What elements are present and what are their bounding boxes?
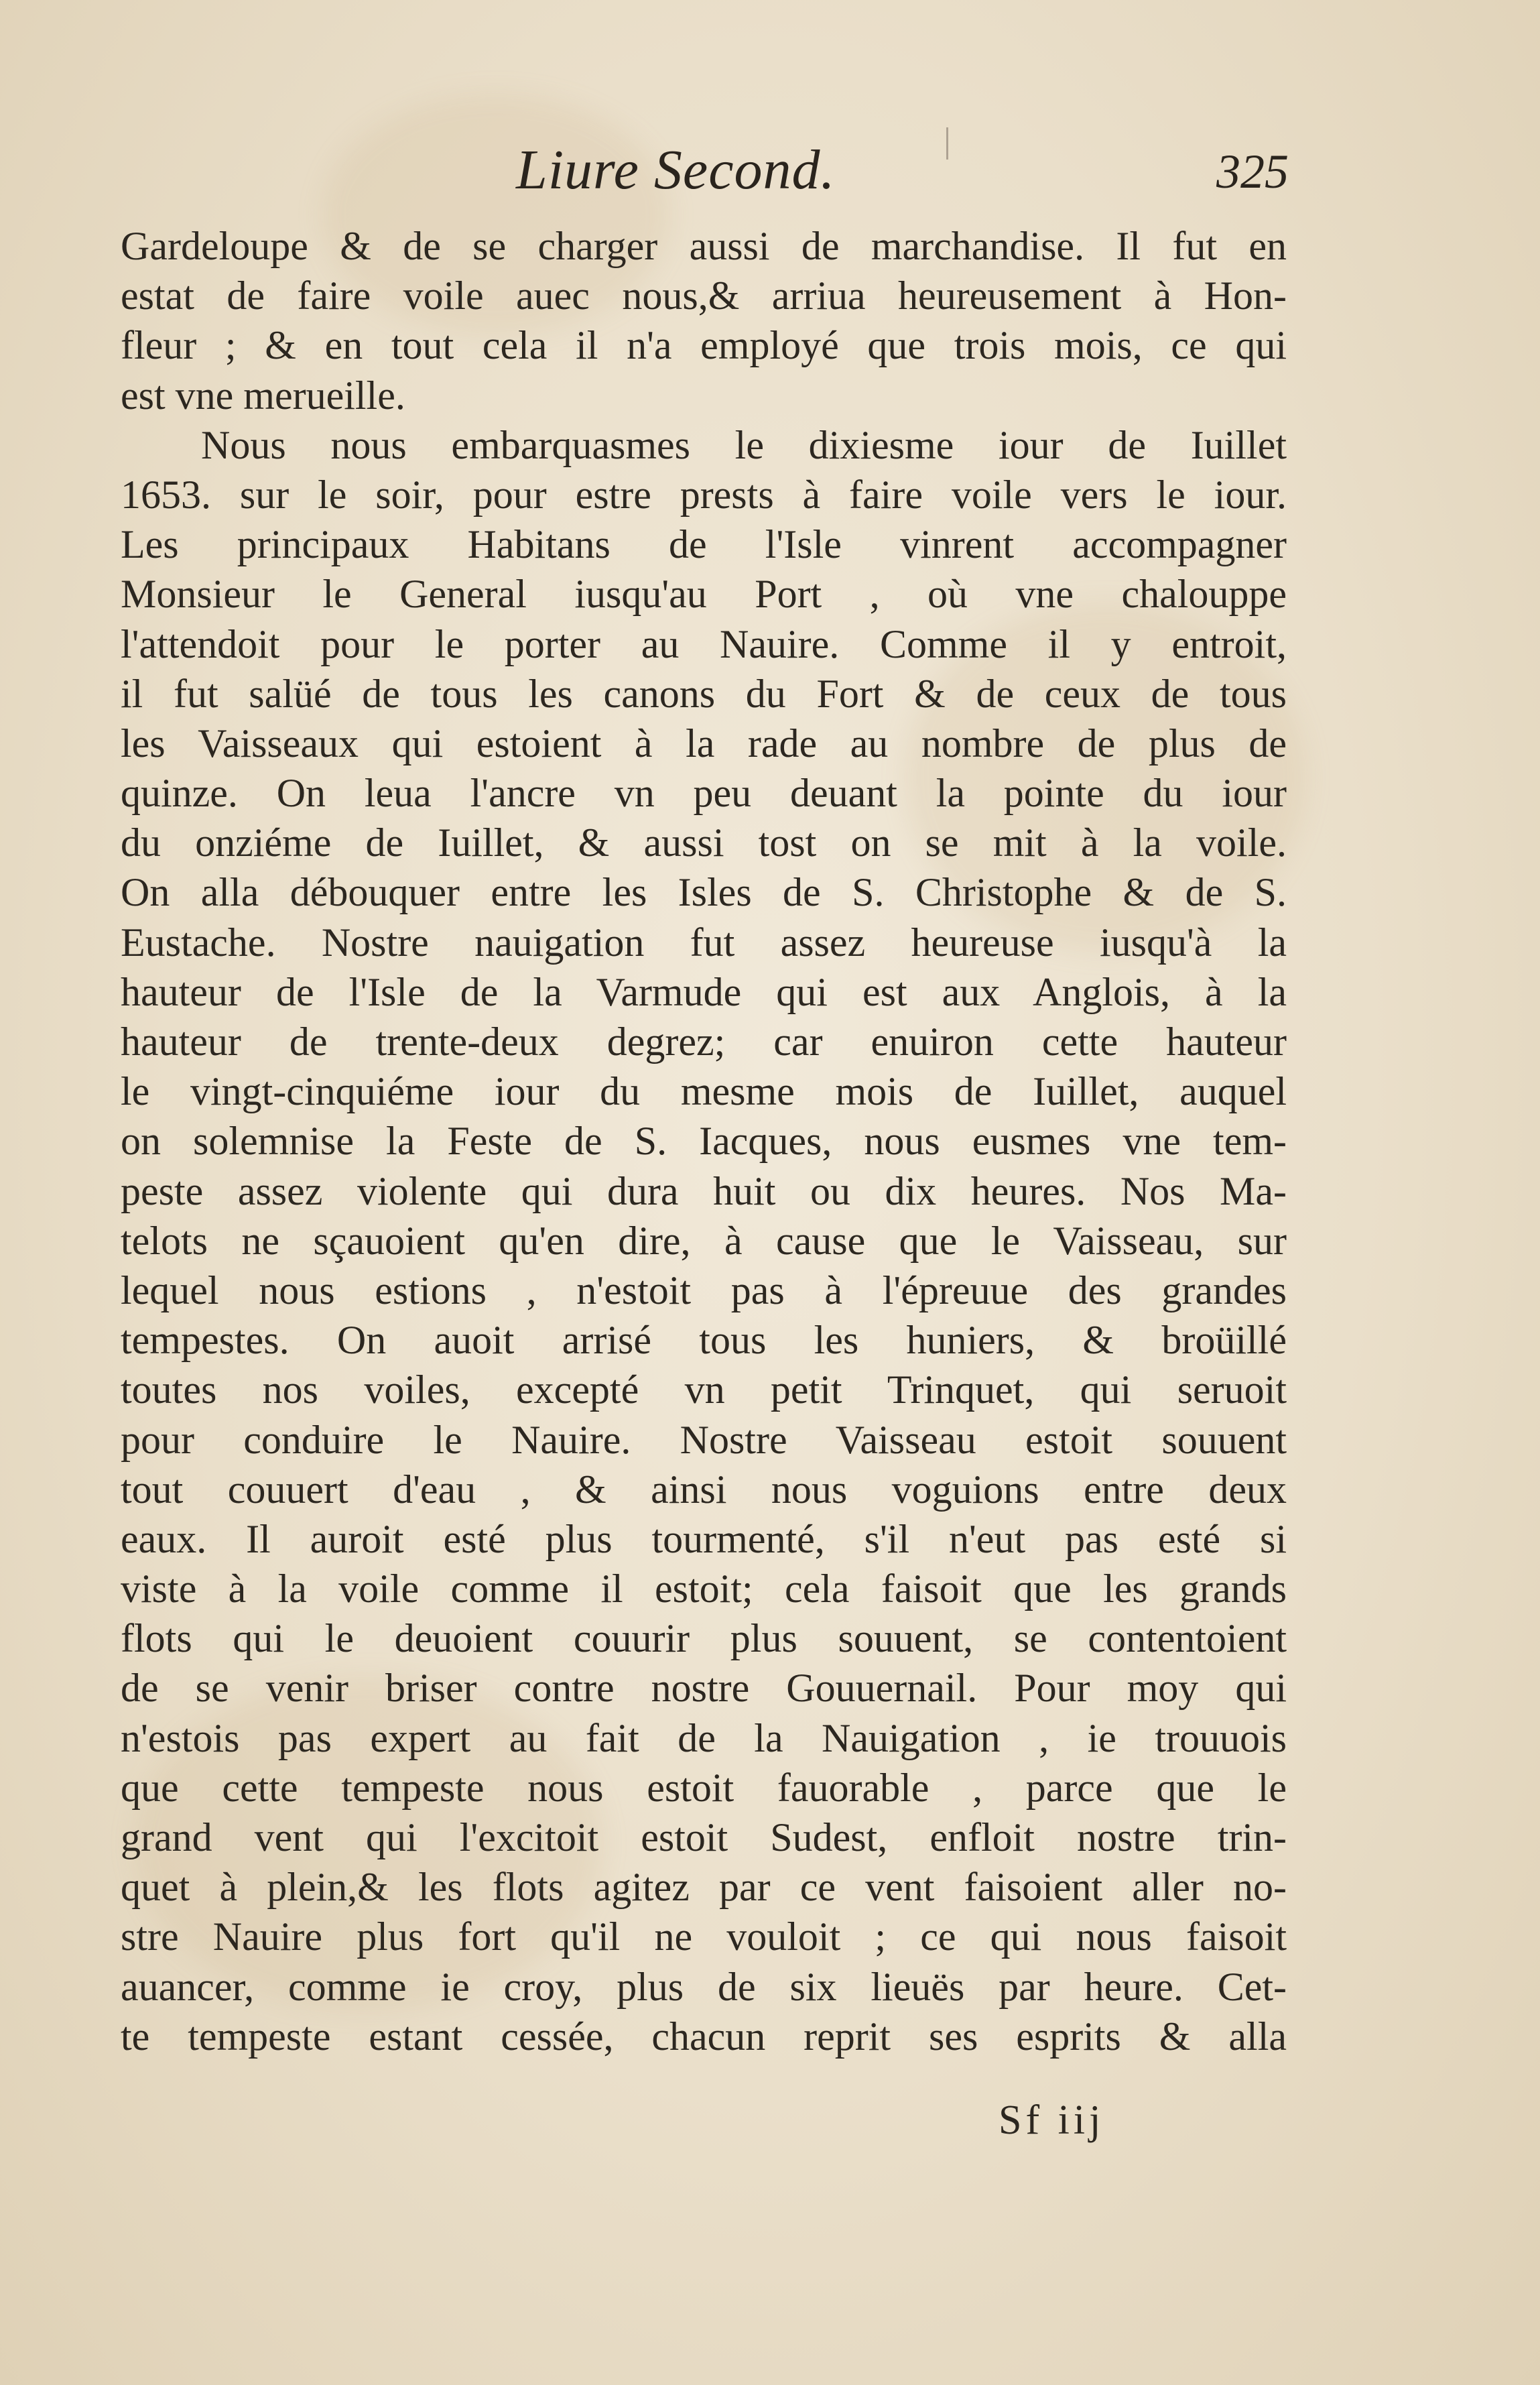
- text-line: estat de faire voile auec nous,& arriua heureusement à Hon-: [121, 273, 1287, 318]
- text-line: toutes nos voiles, excepté vn petit Trinquet, qui seruoit: [121, 1367, 1287, 1412]
- text-line: on solemnise la Feste de S. Iacques, nous eusmes vne tem-: [121, 1119, 1287, 1164]
- text-line: viste à la voile comme il estoit; cela faisoit que les grands: [121, 1567, 1287, 1611]
- text-line: 1653. sur le soir, pour estre prests à faire voile vers le iour.: [121, 472, 1287, 517]
- text-line: flots qui le deuoient couurir plus souuent, se contentoient: [121, 1616, 1287, 1661]
- text-line: stre Nauire plus fort qu'il ne vouloit ; ce qui nous faisoit: [121, 1914, 1287, 1959]
- text-line: Nous nous embarquasmes le dixiesme iour de Iuillet: [201, 422, 1287, 467]
- text-line: Eustache. Nostre nauigation fut assez heureuse iusqu'à la: [121, 920, 1287, 965]
- text-line: du onziéme de Iuillet, & aussi tost on se mit à la voile.: [121, 820, 1287, 865]
- running-head: [0, 137, 1540, 211]
- text-line: l'attendoit pour le porter au Nauire. Comme il y entroit,: [121, 621, 1287, 666]
- text-line: il fut salüé de tous les canons du Fort & de ceux de tous: [121, 671, 1287, 716]
- text-line: peste assez violente qui dura huit ou dix heures. Nos Ma-: [121, 1168, 1287, 1213]
- text-line: lequel nous estions , n'estoit pas à l'épreuue des grandes: [121, 1268, 1287, 1312]
- text-line: Les principaux Habitans de l'Isle vinrent accompagner: [121, 522, 1287, 567]
- signature-mark: Sf iij: [999, 2097, 1105, 2143]
- text-line: hauteur de l'Isle de la Varmude qui est aux Anglois, à la: [121, 969, 1287, 1014]
- body-text: [121, 221, 1287, 2061]
- text-line: est vne merueille.: [121, 373, 405, 418]
- text-line: les Vaisseaux qui estoient à la rade au nombre de plus de: [121, 721, 1287, 766]
- page-number: 325: [1216, 145, 1289, 198]
- text-line: eaux. Il auroit esté plus tourmenté, s'il n'eut pas esté si: [121, 1516, 1287, 1561]
- text-line: quet à plein,& les flots agitez par ce vent faisoient aller no-: [121, 1865, 1287, 1910]
- text-line: Gardeloupe & de se charger aussi de marchandise. Il fut en: [121, 224, 1287, 268]
- text-line: telots ne sçauoient qu'en dire, à cause que le Vaisseau, sur: [121, 1218, 1287, 1263]
- text-line: n'estois pas expert au fait de la Nauigation , ie trouuois: [121, 1715, 1287, 1760]
- running-head-title: Liure Second.: [516, 139, 836, 201]
- text-line: de se venir briser contre nostre Gouuernail. Pour moy qui: [121, 1666, 1287, 1711]
- text-line: On alla débouquer entre les Isles de S. Christophe & de S.: [121, 870, 1287, 915]
- head-rule-mark: [946, 127, 948, 160]
- text-line: le vingt-cinquiéme iour du mesme mois de Iuillet, auquel: [121, 1069, 1287, 1114]
- text-line: Monsieur le General iusqu'au Port , où vne chalouppe: [121, 572, 1287, 617]
- text-line: auancer, comme ie croy, plus de six lieuës par heure. Cet-: [121, 1964, 1287, 2009]
- text-line: grand vent qui l'excitoit estoit Sudest, enfloit nostre trin-: [121, 1815, 1287, 1859]
- text-line: tempestes. On auoit arrisé tous les huniers, & broüillé: [121, 1318, 1287, 1363]
- text-line: tout couuert d'eau , & ainsi nous voguions entre deux: [121, 1467, 1287, 1512]
- text-line: que cette tempeste nous estoit fauorable , parce que le: [121, 1765, 1287, 1810]
- text-line: te tempeste estant cessée, chacun reprit ses esprits & alla: [121, 2014, 1287, 2059]
- text-line: fleur ; & en tout cela il n'a employé que trois mois, ce qui: [121, 323, 1287, 368]
- text-line: pour conduire le Nauire. Nostre Vaisseau estoit souuent: [121, 1417, 1287, 1462]
- text-line: quinze. On leua l'ancre vn peu deuant la pointe du iour: [121, 771, 1287, 816]
- text-line: hauteur de trente-deux degrez; car enuiron cette hauteur: [121, 1020, 1287, 1064]
